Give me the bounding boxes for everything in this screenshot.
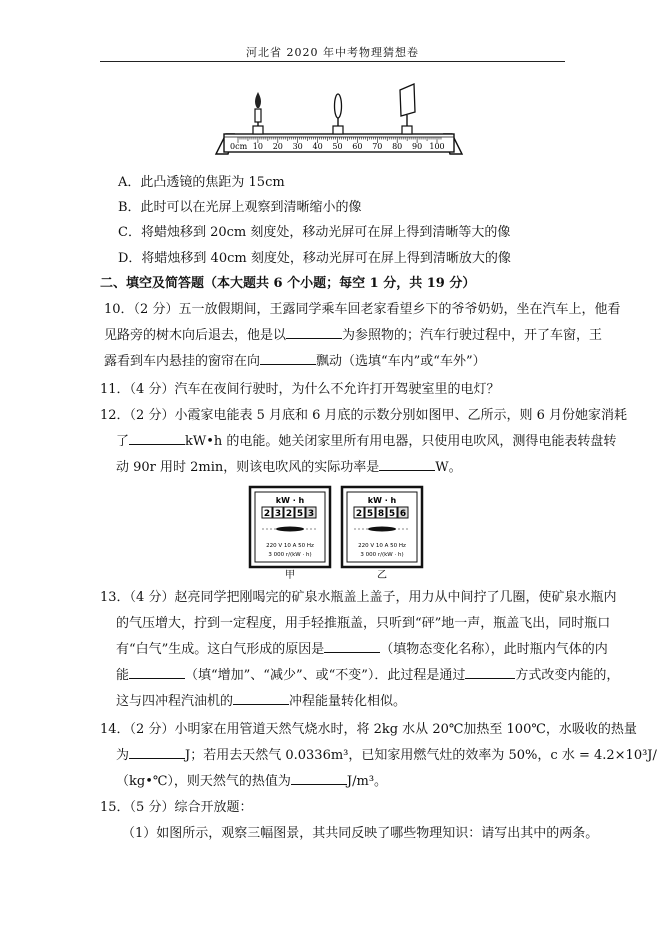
q13-line4 [116, 666, 619, 686]
header-rule [100, 61, 565, 62]
bench-tick-label: 70 [372, 142, 383, 151]
q13-blank-1[interactable] [324, 640, 380, 653]
meter-jia-digits [262, 507, 316, 519]
meter-yi-label: 乙 [377, 570, 387, 581]
q14-line3 [116, 772, 387, 792]
q13-line5-text-b: 冲程能量转化相似。 [289, 694, 407, 709]
option-c: C．将蜡烛移到 20cm 刻度处，移动光屏可在屏上得到清晰等大的像 [118, 225, 511, 240]
q12-line2 [116, 432, 616, 452]
meter-yi-digit-3: 8 [377, 509, 385, 519]
q10-blank-1[interactable] [286, 326, 342, 339]
q12-blank-2[interactable] [379, 458, 435, 471]
option-a: A．此凸透镜的焦距为 15cm [118, 175, 285, 190]
energy-meters-figure [248, 485, 428, 581]
meter-yi-digit-4: 5 [388, 509, 396, 519]
meter-yi-rev: 3 000 r/(kW · h) [360, 552, 404, 558]
q14-line3-text-a: （kg•℃），则天然气的热值为 [116, 774, 291, 789]
meter-yi-unit: kW · h [367, 496, 397, 505]
option-d: D．将蜡烛移到 40cm 刻度处，移动光屏可在屏上得到清晰放大的像 [118, 251, 511, 266]
q10-line2-text-b: 为参照物的；汽车行驶过程中，开了车窗，王 [342, 328, 603, 343]
q13-line1: 13．（4 分）赵亮同学把刚喝完的矿泉水瓶盖上盖子，用力从中间拧了几圈，使矿泉水瓶内 [100, 590, 617, 605]
q10-line3-text-b: 飘动（选填“车内”或“车外”） [316, 354, 486, 369]
bench-tick-label: 60 [352, 142, 363, 151]
q10-line3 [104, 352, 486, 372]
q10-line3-text-a: 露看到车内悬挂的窗帘在向 [104, 354, 261, 369]
section-2-heading: 二、填空及简答题（本大题共 6 个小题；每空 1 分，共 19 分） [100, 276, 476, 291]
bench-tick-label: 50 [332, 142, 343, 151]
q13-line2: 的气压增大，拧到一定程度，用手轻推瓶盖，只听到“砰”地一声，瓶盖飞出，同时瓶口 [116, 616, 611, 631]
bench-tick-label: 80 [392, 142, 403, 151]
q12-line1: 12．（2 分）小霞家电能表 5 月底和 6 月底的示数分别如图甲、乙所示，则 6 月份她家消耗 [100, 408, 628, 423]
optical-bench-figure [214, 82, 464, 162]
meter-jia-digit-4: 5 [296, 509, 304, 519]
q13-blank-4[interactable] [233, 692, 289, 705]
q13-blank-3[interactable] [465, 666, 515, 679]
meter-yi-digit-5: 6 [399, 509, 407, 519]
q13-line5 [116, 692, 406, 712]
q14-line2 [116, 746, 657, 766]
q12-line2-text-a: 了 [116, 434, 130, 449]
meter-jia-digit-3: 2 [285, 509, 293, 519]
q15-line2: （1）如图所示，观察三幅图景，其共同反映了哪些物理知识：请写出其中的两条。 [122, 826, 599, 841]
q12-blank-1[interactable] [129, 432, 185, 445]
bench-tick-label: 40 [312, 142, 323, 151]
q15-line1: 15．（5 分）综合开放题： [100, 800, 253, 815]
meter-jia-label: 甲 [285, 570, 295, 581]
q14-blank-2[interactable] [291, 772, 347, 785]
q14-line2-text-b: J；若用去天然气 0.0336m³，已知家用燃气灶的效率为 50%，c 水 = 4.2×10³J/ [185, 748, 657, 763]
bench-tick-label: 100 [429, 142, 445, 151]
q13-line4-text-a: 能 [116, 668, 130, 683]
option-b: B．此时可以在光屏上观察到清晰缩小的像 [118, 200, 362, 215]
meter-jia-digit-2: 3 [274, 509, 282, 519]
q10-line2-text-a: 见路旁的树木向后退去，他是以 [104, 328, 287, 343]
q10-line1: 10．（2 分）五一放假期间，王露同学乘车回老家看望乡下的爷爷奶奶，坐在汽车上，他看 [104, 302, 621, 317]
meter-jia-digit-5: 3 [307, 509, 315, 519]
meter-jia-unit: kW · h [275, 496, 305, 505]
q14-line3-text-b: J/m³。 [346, 774, 388, 789]
q12-line2-text-b: kW•h 的电能。她关闭家里所有用电器，只使用电吹风，测得电能表转盘转 [185, 434, 617, 449]
meter-yi [342, 487, 422, 581]
meter-yi-digit-2: 5 [366, 509, 374, 519]
meter-yi-digits [354, 507, 408, 519]
q14-blank-1[interactable] [129, 746, 185, 759]
meter-yi-disc [368, 527, 396, 532]
q12-line3 [116, 458, 462, 478]
meter-yi-rating: 220 V 10 A 50 Hz [358, 543, 406, 549]
bench-unit-label: 0cm [230, 142, 248, 151]
q13-line4-text-c: 方式改变内能的， [515, 668, 620, 683]
bench-tick-label: 10 [252, 142, 263, 151]
q12-line3-text-b: W。 [435, 460, 462, 475]
convex-lens-icon [333, 94, 343, 134]
q13-line3-text-b: （填物态变化名称），此时瓶内气体的内 [380, 642, 608, 657]
meter-yi-digit-1: 2 [355, 509, 363, 519]
meter-jia-rev: 3 000 r/(kW · h) [268, 552, 312, 558]
bench-tick-label: 30 [292, 142, 303, 151]
q10-line2 [104, 326, 602, 346]
meter-jia-rating: 220 V 10 A 50 Hz [266, 543, 314, 549]
q13-line4-text-b: （填“增加”、“减少”、或“不变”）．此过程是通过 [185, 668, 466, 683]
light-screen-icon [400, 84, 415, 134]
meter-jia-digit-1: 2 [263, 509, 271, 519]
q10-blank-2[interactable] [260, 352, 316, 365]
q13-line5-text-a: 这与四冲程汽油机的 [116, 694, 234, 709]
bench-tick-label: 90 [412, 142, 423, 151]
q12-line3-text-a: 动 90r 用时 2min，则该电吹风的实际功率是 [116, 460, 380, 475]
q14-line2-text-a: 为 [116, 748, 130, 763]
meter-jia [250, 487, 330, 581]
candle-icon [253, 92, 263, 134]
q11-line1: 11．（4 分）汽车在夜间行驶时，为什么不允许打开驾驶室里的电灯？ [100, 382, 500, 397]
q14-line1: 14．（2 分）小明家在用管道天然气烧水时，将 2kg 水从 20℃加热至 100℃，水吸收的热量 [100, 722, 637, 737]
q13-blank-2[interactable] [129, 666, 185, 679]
q13-line3-text-a: 有“白气”生成。这白气形成的原因是 [116, 642, 325, 657]
meter-jia-disc [276, 527, 304, 532]
page-header: 河北省 2020 年中考物理猜想卷 [246, 46, 419, 59]
bench-tick-label: 20 [272, 142, 283, 151]
q13-line3 [116, 640, 608, 660]
